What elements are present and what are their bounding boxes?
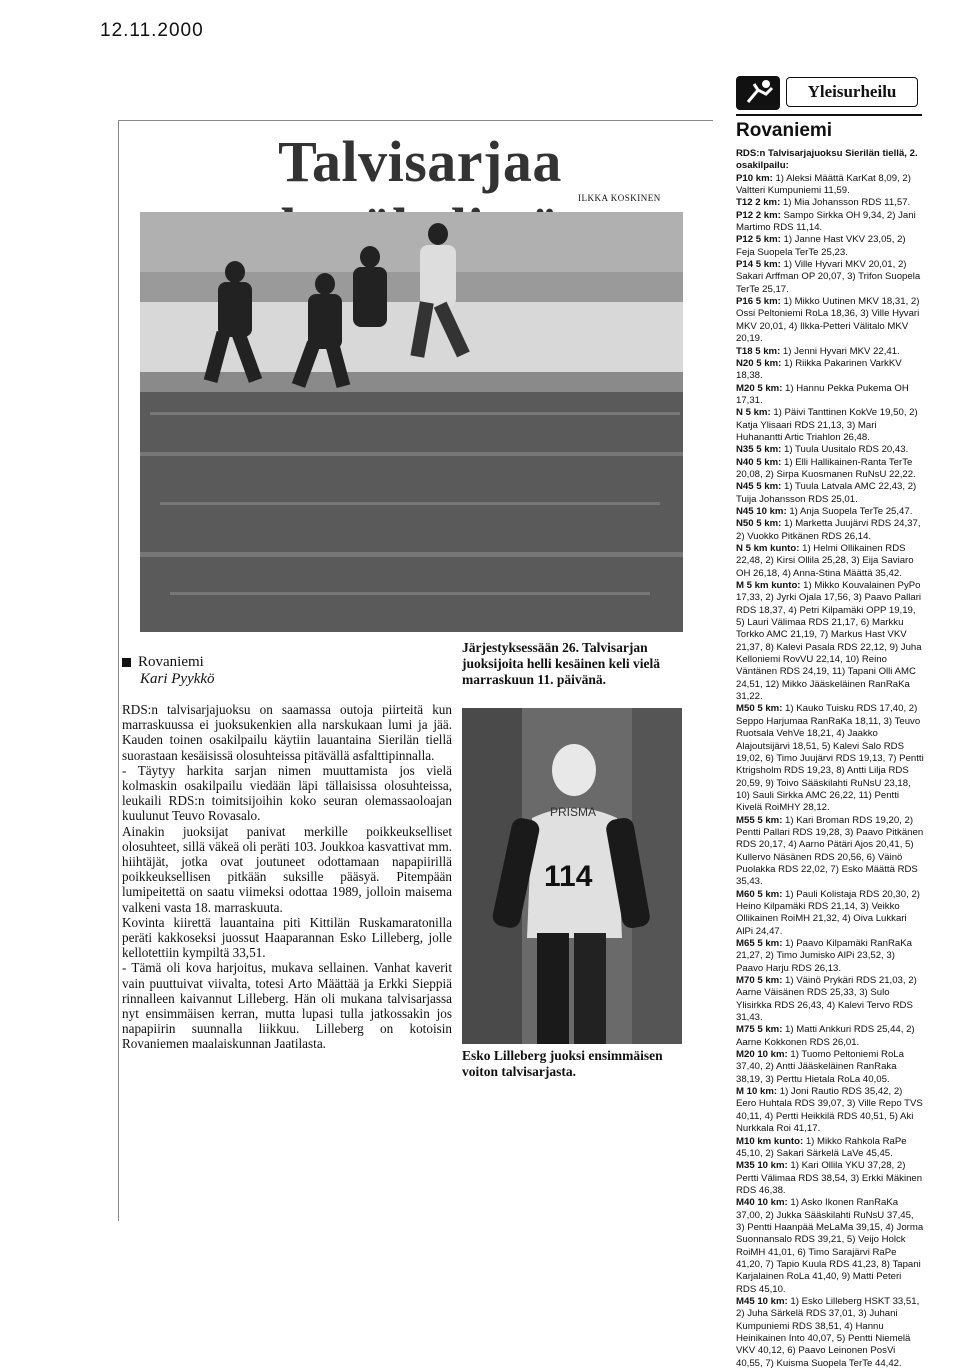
result-text: 1) Mikko Uutinen MKV 18,31, 2) Ossi Peltoniemi RoLa 18,36, 3) Ville Hyvari MKV 20,01, 4) Ilkka-Petteri Välitalo MKV 20,19.: [736, 296, 920, 345]
article-paragraph: - Täytyy harkita sarjan nimen muuttamista jos vielä kolmaskin osakilpailu viedään läpi tällaisissa olosuhteissa, leukaili RDS:n toimitsijoihin koko seuran olemassaoloajan kuulunut Teuvo Rovasalo.: [122, 762, 452, 824]
article-paragraph: Kovinta kiirettä lauantaina piti Kittilän Ruskamaratonilla peräti kakkoseksi juossut Haaparannan Esko Lilleberg, jolle kellotettiin kympiltä 33,51.: [122, 914, 452, 961]
result-entry: [736, 383, 924, 408]
result-text: 1) Kari Broman RDS 19,20, 2) Pentti Pallari RDS 19,28, 3) Paavo Pitkänen RDS 20,17, 4) Aarno Pätäri Ajos 20,41, 5) Kullervo Näsänen RDS 20,56, 6) Väinö Puolakka RDS 22,02, 7) Esko Määttä RDS 35,43.: [736, 814, 924, 888]
photo-caption-top: Järjestyksessään 26. Talvisarjan juoksijoita helli kesäinen keli vielä marraskuun 11. päivänä.: [462, 640, 661, 687]
result-entry: [736, 580, 924, 703]
result-text: 1) Asko Ikonen RanRaKa 37,00, 2) Jukka Sääskilahti RuNsU 37,45, 3) Pentti Haanpää MeLaMa 39,15, 4) Jorma Suonnansalo RDS 39,21, 5) Veijo Holck RoiMH 41,01, 6) Timo Sarajärvi RaPe 41,20, 7) Tapio Kuula RDS 41,23, 8) Tapani Karjalainen RoLa 41,40, 9) Matti Peteri RDS 45,10.: [736, 1197, 924, 1295]
result-class: N50 5 km:: [736, 518, 782, 530]
result-text: 1) Aleksi Määttä KarKat 8,09, 2) Valtteri Kumpuniemi 11,59.: [736, 172, 911, 197]
result-text: 1) Anja Suopela TerTe 25,47.: [786, 505, 913, 517]
result-text: 1) Mikko Rahkola RaPe 45,10, 2) Sakari Särkelä LaVe 45,45.: [736, 1135, 907, 1159]
result-entry: [736, 1197, 924, 1296]
result-class: P12 2 km:: [736, 209, 781, 221]
result-entry: [736, 703, 924, 814]
result-entry: [736, 1136, 924, 1161]
result-entry: [736, 1024, 924, 1049]
result-class: M75 5 km:: [736, 1024, 783, 1036]
result-text: 1) Helmi Ollikainen RDS 22,48, 2) Kirsi Ollila 25,28, 3) Eija Saviaro OH 26,18, 4) Anna-Stina Määttä 35,42.: [736, 543, 914, 579]
result-text: 1) Paavo Kilpamäki RanRaKa 21,27, 2) Timo Jumisko AlPi 23,52, 3) Paavo Harju RDS 26,13.: [736, 938, 912, 974]
result-entry: [736, 358, 924, 383]
result-entry: [736, 210, 924, 235]
result-entry: [736, 481, 924, 506]
result-class: M40 10 km:: [736, 1197, 788, 1209]
results-title: Rovaniemi: [736, 120, 833, 141]
result-class: P14 5 km:: [736, 259, 781, 271]
result-class: M60 5 km:: [736, 888, 783, 900]
result-class: T18 5 km:: [736, 345, 781, 357]
result-class: P16 5 km:: [736, 296, 781, 308]
result-entry: [736, 234, 924, 259]
result-class: M35 10 km:: [736, 1160, 788, 1172]
result-entry: [736, 938, 924, 975]
result-entry: [736, 1160, 924, 1197]
result-entry: [736, 173, 924, 198]
result-text: 1) Pauli Kolistaja RDS 20,30, 2) Heino Kilpamäki RDS 21,14, 3) Veikko Ollikainen RoiMH 21,32, 4) Oiva Lukkari AlPi 24,47.: [736, 888, 920, 937]
result-text: 1) Janne Hast VKV 23,05, 2) Feja Suopela TerTe 25,23.: [736, 234, 906, 258]
result-class: N 5 km kunto:: [736, 543, 800, 554]
result-entry: [736, 407, 924, 444]
article-paragraph: - Tämä oli kova harjoitus, mukava sellainen. Vanhat kaverit vain puuttuivat viivalta, totesi Arto Määttää ja Erkki Sieppiä rinnalleen kaivannut Lilleberg. Hän oli mukana talvisarjassa nyt ensimmäisen kerran, mutta lupasi tulla jatkossakin jos napapiirin suunnalla liikkuu. Lilleberg on kotoisin Rovaniemen maalaiskunnan Jaatilasta.: [122, 960, 452, 1052]
result-entry: [736, 506, 924, 518]
result-class: N20 5 km:: [736, 357, 782, 369]
result-entry: [736, 197, 924, 209]
result-text: 1) Elli Hallikainen-Ranta TerTe 20,08, 2) Sirpa Kuosmanen RuNsU 22,22.: [736, 456, 916, 480]
result-text: 1) Päivi Tanttinen KokVe 19,50, 2) Katja Ylisaari RDS 21,13, 3) Mari Huhanantti Artic Triahlon 26,48.: [736, 407, 918, 443]
issue-date: 12.11.2000: [100, 20, 204, 41]
result-text: 1) Riikka Pakarinen VarkKV 18,38.: [736, 357, 902, 382]
result-entry: [736, 457, 924, 482]
result-text: 1) Tuomo Peltoniemi RoLa 37,40, 2) Antti Jääskeläinen RanRaka 38,19, 3) Perttu Hietala RoLa 40,05.: [736, 1049, 904, 1085]
headline: Talvisarjaa: [278, 129, 562, 194]
byline-author: Kari Pyykkö: [140, 671, 215, 687]
result-class: T12 2 km:: [736, 197, 781, 209]
shirt-text: PRISMA: [550, 805, 597, 819]
result-text: 1) Marketta Juujärvi RDS 24,37, 2) Vuokko Pitkänen RDS 26,14.: [736, 518, 921, 542]
result-entry: [736, 296, 924, 345]
result-text: 1) Tuula Latvala AMC 22,43, 2) Tuija Johansson RDS 25,01.: [736, 481, 917, 505]
result-class: N45 5 km:: [736, 481, 782, 493]
result-entry: [736, 975, 924, 1024]
photo-caption-bottom: Esko Lilleberg juoksi ensimmäisen voiton talvisarjasta.: [462, 1048, 663, 1079]
runners-photo-image: [140, 212, 683, 632]
result-text: 1) Joni Rautio RDS 35,42, 2) Eero Huhtala RDS 39,07, 3) Ville Repo TVS 40,11, 4) Pertti Heikkilä RDS 40,51, 5) Aki Nurkkala Roi 41,17.: [736, 1086, 923, 1135]
lilleberg-photo: [462, 708, 682, 1044]
result-class: N45 10 km:: [736, 505, 787, 517]
results-list: [736, 148, 924, 1370]
result-entry: [736, 815, 924, 889]
result-text: 1) Mia Johansson RDS 11,57.: [780, 197, 911, 209]
result-text: 1) Kari Ollila YKU 37,28, 2) Pertti Välimaa RDS 38,54, 3) Erkki Mäkinen RDS 46,38.: [736, 1160, 923, 1196]
result-class: M20 5 km:: [736, 382, 783, 394]
result-text: 1) Kauko Tuisku RDS 17,40, 2) Seppo Harjumaa RanRaKa 18,11, 3) Teuvo Ruotsala VehVe 18,21, 4) Jaakko Alajoutsijärvi 18,51, 5) Kalevi Salo RDS 19,02, 6) Timo Juujärvi RDS 19,13, 7) Pentti Ktrigsholm RDS 19,23, 8) Antti Lilja RDS 20,59, 9) Toivo Sääskilahti RuNsU 23,18, 10) Sauli Sirkka AMC 26,22, 11) Pentti Kivelä RoiMHY 28,12.: [736, 703, 924, 814]
result-entry: [736, 543, 924, 580]
lilleberg-photo-image: [462, 708, 682, 1044]
photo-credit: ILKKA KOSKINEN: [578, 193, 661, 203]
result-text: 1) Mikko Kouvalainen PyPo 17,33, 2) Jyrki Ojala 17,56, 3) Paavo Pallari RDS 18,37, 4) Petri Kilpamäki OPP 19,19, 5) Lauri Välimaa RDS 21,17, 6) Markku Torkko AMC 21,19, 7) Markus Hast VKV 21,37, 8) Kalevi Pasala RDS 22,12, 9) Juha Kelloniemi RovVU 22,14, 10) Reino Väntänen RDS 24,19, 11) Tapani Olli AMC 24,51, 12) Mikko Jääskeläinen RanRaKa 31,22.: [736, 580, 922, 703]
result-text: 1) Esko Lilleberg HSKT 33,51, 2) Juha Särkelä RDS 37,01, 3) Juhani Kumpuniemi RDS 38,51, 4) Hannu Heinikainen Into 40,07, 5) Pentti Niemelä VKV 40,12, 6) Paavo Leinonen PosVi 40,55, 7) Kuisma Suopela TerTe 44,42.: [736, 1295, 920, 1369]
runners-photo: [140, 212, 683, 632]
result-class: RDS:n Talvisarjajuoksu Sierilän tiellä, 2. osakilpailu:: [736, 148, 918, 172]
result-class: N40 5 km:: [736, 456, 782, 468]
result-class: M 10 km:: [736, 1086, 778, 1098]
result-text: 1) Hannu Pekka Pukema OH 17,31.: [736, 382, 909, 406]
result-class: M50 5 km:: [736, 703, 783, 715]
result-class: M65 5 km:: [736, 938, 783, 949]
section-rule: [736, 114, 922, 116]
article-paragraph: RDS:n talvisarjajuoksu on saamassa outoja piirteitä kun marraskuussa ei juoksukenkien alla narskukaan lumi ja jää. Kauden toinen osakilpailu käytiin lauantaina Sierilän tiellä suorastaan kesäisissä olosuhteissa pitävällä asfalttipinnalla.: [122, 702, 452, 763]
result-text: 1) Jenni Hyvari MKV 22,41.: [780, 345, 900, 357]
result-entry: [736, 1086, 924, 1135]
result-class: M 5 km kunto:: [736, 580, 801, 592]
bullet-icon: [122, 658, 131, 667]
result-class: M10 km kunto:: [736, 1135, 804, 1147]
result-text: 1) Väinö Prykäri RDS 21,03, 2) Aarne Väisänen RDS 25,33, 3) Sulo Ylisirkka RDS 26,43, 4) Kalevi Tervo RDS 31,43.: [736, 975, 917, 1024]
result-entry: [736, 259, 924, 296]
runner-logo-icon: [736, 72, 784, 112]
result-class: P12 5 km:: [736, 234, 781, 246]
result-class: N 5 km:: [736, 407, 771, 419]
result-class: M70 5 km:: [736, 975, 783, 987]
byline: [122, 654, 452, 688]
result-entry: [736, 148, 924, 173]
result-text: 1) Matti Ankkuri RDS 25,44, 2) Aarne Kokkonen RDS 26,01.: [736, 1024, 915, 1048]
result-class: M45 10 km:: [736, 1295, 788, 1307]
result-entry: [736, 1296, 924, 1370]
result-entry: [736, 444, 924, 456]
result-entry: [736, 346, 924, 358]
result-class: N35 5 km:: [736, 444, 782, 456]
byline-place: Rovaniemi: [138, 654, 204, 670]
result-entry: [736, 518, 924, 543]
bib-number: 114: [544, 860, 593, 893]
result-text: 1) Ville Hyvari MKV 20,01, 2) Sakari Arffman OP 20,07, 3) Trifon Suopela TerTe 25,17.: [736, 259, 921, 295]
result-entry: [736, 889, 924, 938]
result-class: M20 10 km:: [736, 1049, 788, 1061]
article-paragraph: Ainakin juoksijat panivat merkille poikkeukselliset olosuhteet, sillä väkeä oli peräti 103. Joukkoa kasvattivat mm. hiihtäjät, jotka ovat joutuneet odottamaan napapiirillä poikkeuksellisen pitkään suksille pääsyä. Pitempään lumipeitettä on saatu viimeksi odottaa 1989, jolloin maisema valkeni vasta 18. marraskuuta.: [122, 823, 452, 915]
result-class: M55 5 km:: [736, 814, 783, 826]
result-text: Sampo Sirkka OH 9,34, 2) Jani Martimo RDS 11,14.: [736, 209, 916, 234]
result-text: 1) Tuula Uusitalo RDS 20,43.: [781, 444, 909, 456]
section-label: Yleisurheilu: [786, 77, 918, 107]
result-class: P10 km:: [736, 172, 773, 184]
result-entry: [736, 1049, 924, 1086]
article-body: [122, 702, 452, 1052]
